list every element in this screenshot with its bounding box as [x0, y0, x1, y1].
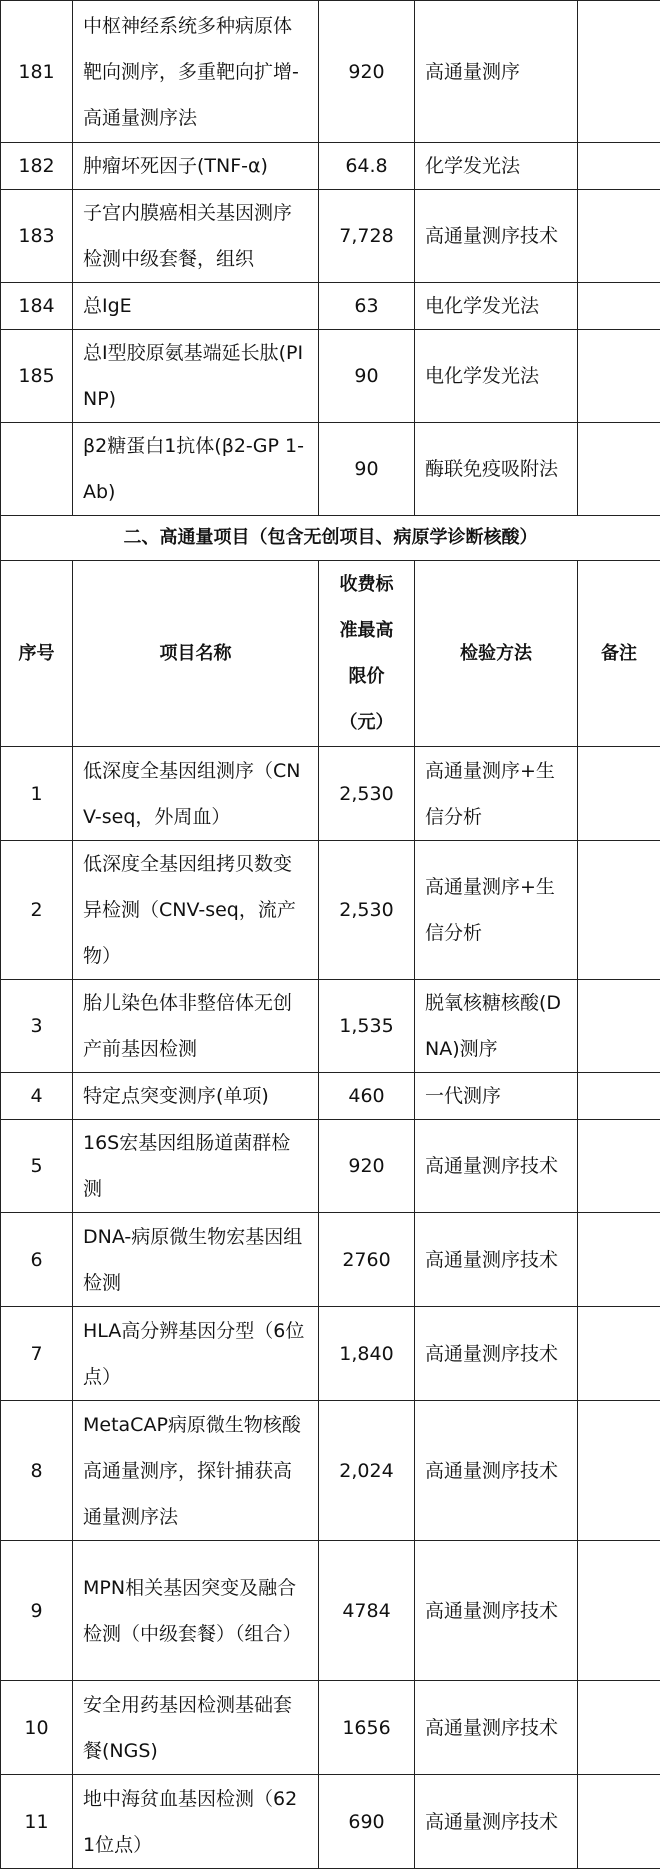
- item-name: [73, 1401, 319, 1541]
- table-row: [1, 1775, 660, 1869]
- remark: [578, 1775, 660, 1869]
- test-method: [415, 1213, 578, 1307]
- test-method: [415, 190, 578, 283]
- price-limit: [319, 1307, 415, 1401]
- table-row: [1, 1541, 660, 1681]
- test-method-text: 脱氧核糖核酸(DNA)测序: [425, 992, 562, 1060]
- item-name: [73, 1213, 319, 1307]
- item-name-text: MPN相关基因突变及融合检测（中级套餐）（组合）: [83, 1576, 302, 1645]
- price-limit-text: 64.8: [345, 155, 388, 177]
- item-name-text: 安全用药基因检测基础套餐(NGS): [83, 1693, 293, 1762]
- price-limit-text: 90: [354, 458, 379, 480]
- section-row: [1, 516, 660, 561]
- price-limit-text: 1656: [342, 1716, 391, 1739]
- table-row: [1, 747, 660, 841]
- remark: [578, 1307, 660, 1401]
- price-limit: [319, 1, 415, 143]
- price-limit: [319, 747, 415, 841]
- test-method-text: 一代测序: [425, 1085, 502, 1107]
- item-name-text: 16S宏基因组肠道菌群检测: [83, 1132, 291, 1200]
- price-limit-text: 4784: [342, 1599, 391, 1622]
- item-name: [73, 330, 319, 423]
- row-number: [1, 1775, 73, 1869]
- price-limit-text: 7,728: [339, 225, 394, 247]
- item-name: [73, 1120, 319, 1213]
- row-number-text: 185: [18, 365, 55, 387]
- remark: [578, 1120, 660, 1213]
- test-method: [415, 1541, 578, 1681]
- test-method: [415, 1401, 578, 1541]
- test-method-text: 酶联免疫吸附法: [425, 458, 559, 480]
- price-limit-text: 2,530: [339, 782, 394, 805]
- price-limit-text: 460: [348, 1085, 385, 1107]
- table-row: [1, 1681, 660, 1775]
- item-name-text: β2糖蛋白1抗体(β2-GP 1-Ab): [83, 435, 304, 503]
- row-number: [1, 747, 73, 841]
- price-limit: [319, 283, 415, 330]
- row-number-text: 2: [30, 899, 43, 921]
- row-number: [1, 1120, 73, 1213]
- test-method-text: 高通量测序技术: [425, 1810, 559, 1833]
- test-method: [415, 980, 578, 1073]
- item-name-text: 总I型胶原氨基端延长肽(PINP): [83, 342, 304, 410]
- price-limit-text: 920: [348, 60, 385, 83]
- row-number: [1, 423, 73, 516]
- item-name: [73, 143, 319, 190]
- row-number: [1, 330, 73, 423]
- test-method-text: 高通量测序技术: [425, 225, 559, 247]
- price-limit-text: 2760: [342, 1248, 391, 1271]
- test-method-text: 化学发光法: [425, 155, 521, 177]
- test-method: [415, 1681, 578, 1775]
- item-name-text: 特定点突变测序(单项): [83, 1085, 269, 1107]
- price-limit: [319, 1120, 415, 1213]
- price-limit: [319, 1775, 415, 1869]
- item-name: [73, 1, 319, 143]
- header-note: [578, 561, 660, 747]
- remark: [578, 1073, 660, 1120]
- test-method-text: 高通量测序技术: [425, 1248, 559, 1271]
- test-method-text: 高通量测序+生信分析: [425, 759, 555, 828]
- table-row: [1, 283, 660, 330]
- row-number: [1, 283, 73, 330]
- item-name-text: 总IgE: [83, 295, 132, 317]
- item-name-text: 中枢神经系统多种病原体靶向测序，多重靶向扩增-高通量测序法: [83, 14, 299, 129]
- row-number-text: 6: [30, 1248, 43, 1271]
- table-row: [1, 143, 660, 190]
- price-limit-text: 1,840: [339, 1342, 394, 1365]
- table-row: [1, 190, 660, 283]
- item-name: [73, 1307, 319, 1401]
- test-method: [415, 1, 578, 143]
- price-limit-text: 1,535: [339, 1015, 394, 1037]
- row-number: [1, 1681, 73, 1775]
- remark: [578, 283, 660, 330]
- table-row: [1, 1073, 660, 1120]
- header-price-text: 收费标准最高限价（元）: [339, 573, 394, 733]
- test-method-text: 高通量测序+生信分析: [425, 876, 555, 944]
- row-number: [1, 1073, 73, 1120]
- row-number-text: 183: [18, 225, 55, 247]
- item-name: [73, 1681, 319, 1775]
- price-limit: [319, 1401, 415, 1541]
- test-method: [415, 330, 578, 423]
- header-name: [73, 561, 319, 747]
- row-number: [1, 841, 73, 980]
- item-name-text: HLA高分辨基因分型（6位点）: [83, 1319, 305, 1388]
- table-row: [1, 1401, 660, 1541]
- test-method: [415, 423, 578, 516]
- remark: [578, 841, 660, 980]
- test-method: [415, 1073, 578, 1120]
- test-method-text: 高通量测序: [425, 60, 521, 83]
- item-name: [73, 423, 319, 516]
- row-number-text: 3: [30, 1015, 43, 1037]
- price-limit-text: 90: [354, 365, 379, 387]
- item-name-text: 低深度全基因组测序（CNV-seq，外周血）: [83, 759, 301, 828]
- row-number-text: 4: [30, 1085, 43, 1107]
- remark: [578, 747, 660, 841]
- remark: [578, 1, 660, 143]
- row-number-text: 181: [18, 60, 55, 83]
- table-row: [1, 423, 660, 516]
- header-row: [1, 561, 660, 747]
- price-limit-text: 920: [348, 1155, 385, 1177]
- row-number-text: 5: [30, 1155, 43, 1177]
- row-number: [1, 1307, 73, 1401]
- item-name: [73, 747, 319, 841]
- header-method-text: 检验方法: [460, 642, 532, 664]
- row-number: [1, 1401, 73, 1541]
- row-number-text: 182: [18, 155, 55, 177]
- row-number-text: 184: [18, 295, 55, 317]
- remark: [578, 980, 660, 1073]
- item-name: [73, 283, 319, 330]
- test-method: [415, 747, 578, 841]
- item-name: [73, 190, 319, 283]
- test-method-text: 高通量测序技术: [425, 1716, 559, 1739]
- price-table-body: [1, 1, 660, 1869]
- item-name-text: 胎儿染色体非整倍体无创产前基因检测: [83, 992, 293, 1060]
- row-number: [1, 1, 73, 143]
- item-name-text: DNA-病原微生物宏基因组检测: [83, 1225, 303, 1294]
- test-method-text: 高通量测序技术: [425, 1599, 559, 1622]
- test-method: [415, 143, 578, 190]
- item-name: [73, 841, 319, 980]
- price-limit: [319, 841, 415, 980]
- price-limit: [319, 1213, 415, 1307]
- row-number-text: 11: [24, 1810, 49, 1833]
- price-limit-text: 2,530: [339, 899, 394, 921]
- row-number: [1, 190, 73, 283]
- remark: [578, 423, 660, 516]
- price-limit: [319, 190, 415, 283]
- test-method-text: 高通量测序技术: [425, 1342, 559, 1365]
- table-row: [1, 330, 660, 423]
- section-title: 二、高通量项目（包含无创项目、病原学诊断核酸）: [1, 516, 660, 561]
- row-number-text: 9: [30, 1599, 43, 1622]
- remark: [578, 143, 660, 190]
- row-number-text: 8: [30, 1459, 43, 1482]
- header-name-text: 项目名称: [159, 642, 232, 664]
- test-method: [415, 1120, 578, 1213]
- item-name-text: 低深度全基因组拷贝数变异检测（CNV-seq，流产物）: [83, 853, 296, 967]
- table-row: [1, 1, 660, 143]
- price-limit: [319, 143, 415, 190]
- item-name: [73, 980, 319, 1073]
- price-limit: [319, 980, 415, 1073]
- header-note-text: 备注: [601, 642, 637, 664]
- test-method-text: 电化学发光法: [425, 365, 540, 387]
- remark: [578, 190, 660, 283]
- item-name: [73, 1541, 319, 1681]
- remark: [578, 330, 660, 423]
- price-limit: [319, 1073, 415, 1120]
- item-name-text: MetaCAP病原微生物核酸高通量测序，探针捕获高通量测序法: [83, 1413, 301, 1528]
- remark: [578, 1213, 660, 1307]
- test-method-text: 高通量测序技术: [425, 1155, 559, 1177]
- table-row: [1, 1120, 660, 1213]
- price-limit-text: 690: [348, 1810, 385, 1833]
- row-number-text: 7: [30, 1342, 43, 1365]
- test-method: [415, 841, 578, 980]
- price-limit-text: 63: [354, 295, 379, 317]
- price-limit: [319, 330, 415, 423]
- test-method: [415, 1775, 578, 1869]
- row-number: [1, 980, 73, 1073]
- table-row: [1, 841, 660, 980]
- remark: [578, 1681, 660, 1775]
- price-limit: [319, 423, 415, 516]
- item-name: [73, 1775, 319, 1869]
- row-number-text: 1: [30, 782, 43, 805]
- item-name: [73, 1073, 319, 1120]
- row-number-text: 10: [24, 1716, 49, 1739]
- row-number: [1, 1213, 73, 1307]
- header-method: [415, 561, 578, 747]
- header-number: [1, 561, 73, 747]
- test-method: [415, 1307, 578, 1401]
- table-row: [1, 1213, 660, 1307]
- test-method-text: 高通量测序技术: [425, 1459, 559, 1482]
- header-number-text: 序号: [18, 642, 55, 664]
- table-row: [1, 1307, 660, 1401]
- table-row: [1, 980, 660, 1073]
- row-number: [1, 1541, 73, 1681]
- test-method-text: 电化学发光法: [425, 295, 540, 317]
- price-limit: [319, 1681, 415, 1775]
- remark: [578, 1401, 660, 1541]
- remark: [578, 1541, 660, 1681]
- item-name-text: 地中海贫血基因检测（621位点）: [83, 1787, 298, 1856]
- item-name-text: 子宫内膜癌相关基因测序检测中级套餐，组织: [83, 202, 293, 270]
- item-name-text: 肿瘤坏死因子(TNF-α): [83, 155, 268, 177]
- row-number: [1, 143, 73, 190]
- price-limit: [319, 1541, 415, 1681]
- test-method: [415, 283, 578, 330]
- price-limit-text: 2,024: [339, 1459, 394, 1482]
- header-price: [319, 561, 415, 747]
